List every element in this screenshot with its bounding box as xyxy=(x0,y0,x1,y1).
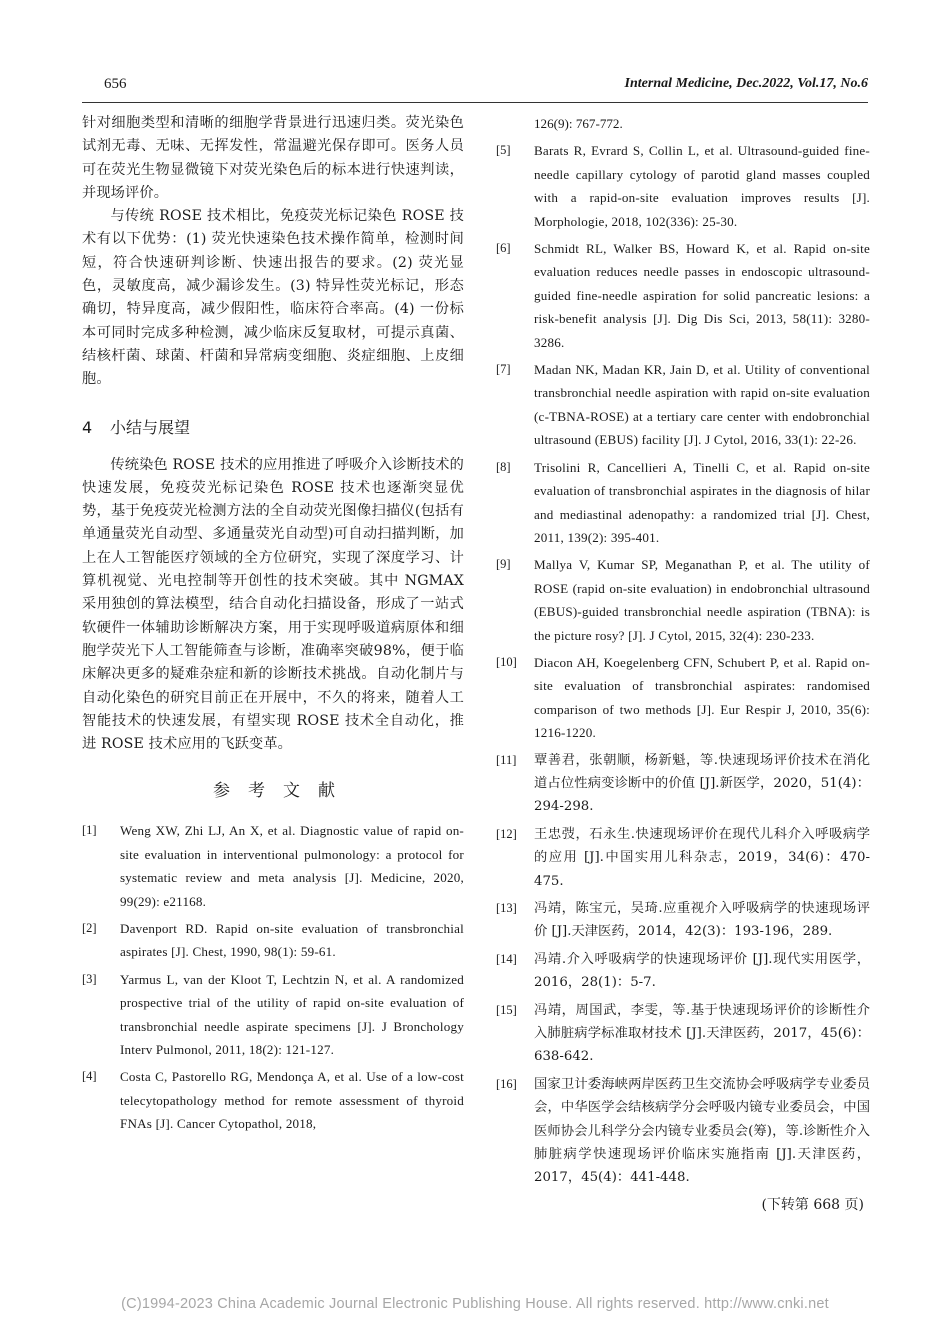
reference-item xyxy=(82,1065,464,1135)
reference-text: Trisolini R, Cancellieri A, Tinelli C, et al. Rapid on-site evaluation of transbronchial aspirates in the diagnosis of hilar and mediastinal adenopathy: a randomized trial [J]. Chest, 2011, 139(2): 395-401. xyxy=(534,459,870,545)
header-rule xyxy=(82,102,868,103)
reference-number: [11] xyxy=(496,752,517,767)
continued-note: (下转第 668 页) xyxy=(761,1196,864,1213)
reference-item xyxy=(496,897,870,944)
reference-number: [4] xyxy=(82,1069,97,1084)
page-number: 656 xyxy=(104,76,127,92)
reference-text: Yarmus L, van der Kloot T, Lechtzin N, et al. A randomized prospective trial of the utility of rapid on-site evaluation of transbronchial needle aspirate specimens [J]. J Bronchology Interv Pulmonol, 2011, 18(2): 121-127. xyxy=(120,971,464,1058)
reference-item xyxy=(496,139,870,233)
reference-text: Barats R, Evrard S, Collin L, et al. Ultrasound-guided fine-needle capillary cytology of parotid gland masses coupled with a rapid-on-site evaluation improves results [J]. Morphologie, 2018, 102(336): 25-30. xyxy=(534,143,870,229)
reference-text: Madan NK, Madan KR, Jain D, et al. Utility of conventional transbronchial needle aspiration with rapid on-site evaluation (c-TBNA-ROSE) at a tertiary care center with endobronchial ultrasound (EBUS) facility [J]. J Cytol, 2016, 33(1): 22-26. xyxy=(534,362,870,448)
reference-item xyxy=(82,917,464,964)
reference-number: [12] xyxy=(496,826,517,841)
section-title: 小结与展望 xyxy=(110,417,191,437)
reference-number: [8] xyxy=(496,459,511,474)
body-paragraph: 与传统 ROSE 技术相比，免疫荧光标记染色 ROSE 技术有以下优势：(1) 荧光快速染色技术操作简单，检测时间短，符合快速研判诊断、快速出报告的要求。(2) 荧光显色，灵敏度高，减少漏诊发生。(3) 特异性荧光标记，形态确切，特异度高，减少假阳性，临床符合率高。(4) 一份标本可同时完成多种检测，减少临床反复取材，可提示真菌、结核杆菌、球菌、杆菌和异常病变细胞、炎症细胞、上皮细胞。 xyxy=(82,208,464,388)
reference-number: [2] xyxy=(82,921,97,936)
reference-number: [10] xyxy=(496,654,517,669)
reference-number: [14] xyxy=(496,951,517,966)
reference-text: 王忠弢，石永生.快速现场评价在现代儿科介入呼吸病学的应用 [J].中国实用儿科杂志，2019，34(6)：470-475. xyxy=(534,826,870,889)
reference-text: 冯靖.介入呼吸病学的快速现场评价 [J].现代实用医学，2016，28(1)：5-7. xyxy=(534,951,870,991)
reference-text: Davenport RD. Rapid on-site evaluation of transbronchial aspirates [J]. Chest, 1990, 98(1): 59-61. xyxy=(120,921,464,960)
section-heading xyxy=(82,416,464,440)
reference-item xyxy=(496,823,870,893)
body-paragraph: 针对细胞类型和清晰的细胞学背景进行迅速归类。荧光染色试剂无毒、无味、无挥发性，常温避光保存即可。医务人员可在荧光生物显微镜下对荧光染色后的标本进行快速判读，并现场评价。 xyxy=(82,115,464,201)
reference-text: 冯靖，周国武，李雯，等.基于快速现场评价的诊断性介入肺脏病学标准取材技术 [J].天津医药，2017，45(6)：638-642. xyxy=(534,1002,870,1065)
copyright-footer: (C)1994-2023 China Academic Journal Electronic Publishing House. All rights reserved. http://www.cnki.net xyxy=(121,1296,829,1312)
reference-number: [7] xyxy=(496,362,511,377)
reference-text: Schmidt RL, Walker BS, Howard K, et al. Rapid on-site evaluation reduces needle passes in endoscopic ultrasound-guided fine-needle aspiration for solid pancreatic lesions: a risk-benefit analysis [J]. Dig Dis Sci, 2013, 58(11): 3280-3286. xyxy=(534,241,870,350)
body-paragraph: 传统染色 ROSE 技术的应用推进了呼吸介入诊断技术的快速发展，免疫荧光标记染色 ROSE 技术也逐渐突显优势，基于免疫荧光检测方法的全自动荧光图像扫描仪(包括有单通量荧光自动型、多通量荧光自动型)可自动扫描判断，加上在人工智能医疗领域的全方位研究，实现了深度学习、计算机视觉、光电控制等开创性的技术突破。其中 NGMAX 采用独创的算法模型，结合自动化扫描设备，形成了一站式软硬件一体辅助诊断解决方案，用于实现呼吸道病原体和细胞学荧光下人工智能筛查与诊断，准确率突破98%，便于临床解决更多的疑难杂症和新的诊断技术挑战。自动化制片与自动化染色的研究目前正在开展中，不久的将来，随着人工智能技术的快速发展，有望实现 ROSE 技术全自动化，推进 ROSE 技术应用的飞跃变革。 xyxy=(82,456,464,753)
reference-number: [13] xyxy=(496,901,517,915)
reference-item xyxy=(496,651,870,745)
reference-number: [15] xyxy=(496,1002,517,1017)
reference-item xyxy=(496,749,870,819)
reference-number: [3] xyxy=(82,971,97,986)
reference-number: [9] xyxy=(496,557,511,572)
reference-continuation: 126(9): 767-772. xyxy=(534,116,623,131)
reference-text: Mallya V, Kumar SP, Meganathan P, et al. The utility of ROSE (rapid on-site evaluation) in endobronchial ultrasound (EBUS)-guided transbronchial needle aspiration (TBNA): is the picture rosy? [J]. J Cytol, 2015, 32(4): 230-233. xyxy=(534,557,870,643)
reference-text: Diacon AH, Koegelenberg CFN, Schubert P, et al. Rapid on-site evaluation of transbronchial aspirates: randomised comparison of two methods [J]. Eur Respir J, 2010, 35(6): 1216-1220. xyxy=(534,654,870,741)
reference-item xyxy=(496,358,870,452)
reference-item xyxy=(496,456,870,550)
reference-item xyxy=(496,553,870,647)
reference-item xyxy=(496,237,870,354)
reference-number: [1] xyxy=(82,823,97,838)
reference-item xyxy=(82,819,464,913)
right-column xyxy=(496,112,870,1214)
reference-number: [16] xyxy=(496,1076,517,1091)
reference-number: [6] xyxy=(496,241,511,256)
reference-item xyxy=(82,968,464,1062)
reference-number: [5] xyxy=(496,143,511,158)
reference-text: 国家卫计委海峡两岸医药卫生交流协会呼吸病学专业委员会，中华医学会结核病学分会呼吸内镜专业委员会，中国医师协会儿科学分会内镜专业委员会(筹)，等.诊断性介入肺脏病学快速现场评价临床实施指南 [J].天津医药，2017，45(4)：441-448. xyxy=(534,1076,870,1186)
journal-header: Internal Medicine, Dec.2022, Vol.17, No.6 xyxy=(624,76,868,91)
reference-text: Costa C, Pastorello RG, Mendonça A, et al. Use of a low-cost telecytopathology method for remote assessment of thyroid FNAs [J]. Cancer Cytopathol, 2018, xyxy=(120,1069,464,1132)
left-column xyxy=(82,112,464,1140)
references-heading: 参考文献 xyxy=(213,781,353,802)
reference-item xyxy=(496,948,870,995)
reference-item xyxy=(496,999,870,1069)
section-number: 4 xyxy=(82,417,93,437)
reference-text: Weng XW, Zhi LJ, An X, et al. Diagnostic value of rapid on-site evaluation in interventional pulmonology: a protocol for systematic review and meta analysis [J]. Medicine, 2020, 99(29): e21168. xyxy=(120,823,464,909)
reference-text: 冯靖，陈宝元，吴琦.应重视介入呼吸病学的快速现场评价 [J].天津医药，2014，42(3)：193-196，289. xyxy=(534,901,870,940)
reference-text: 覃善君，张朝顺，杨新魁，等.快速现场评价技术在消化道占位性病变诊断中的价值 [J].新医学，2020，51(4)：294-298. xyxy=(534,752,870,815)
reference-item xyxy=(496,1073,870,1190)
